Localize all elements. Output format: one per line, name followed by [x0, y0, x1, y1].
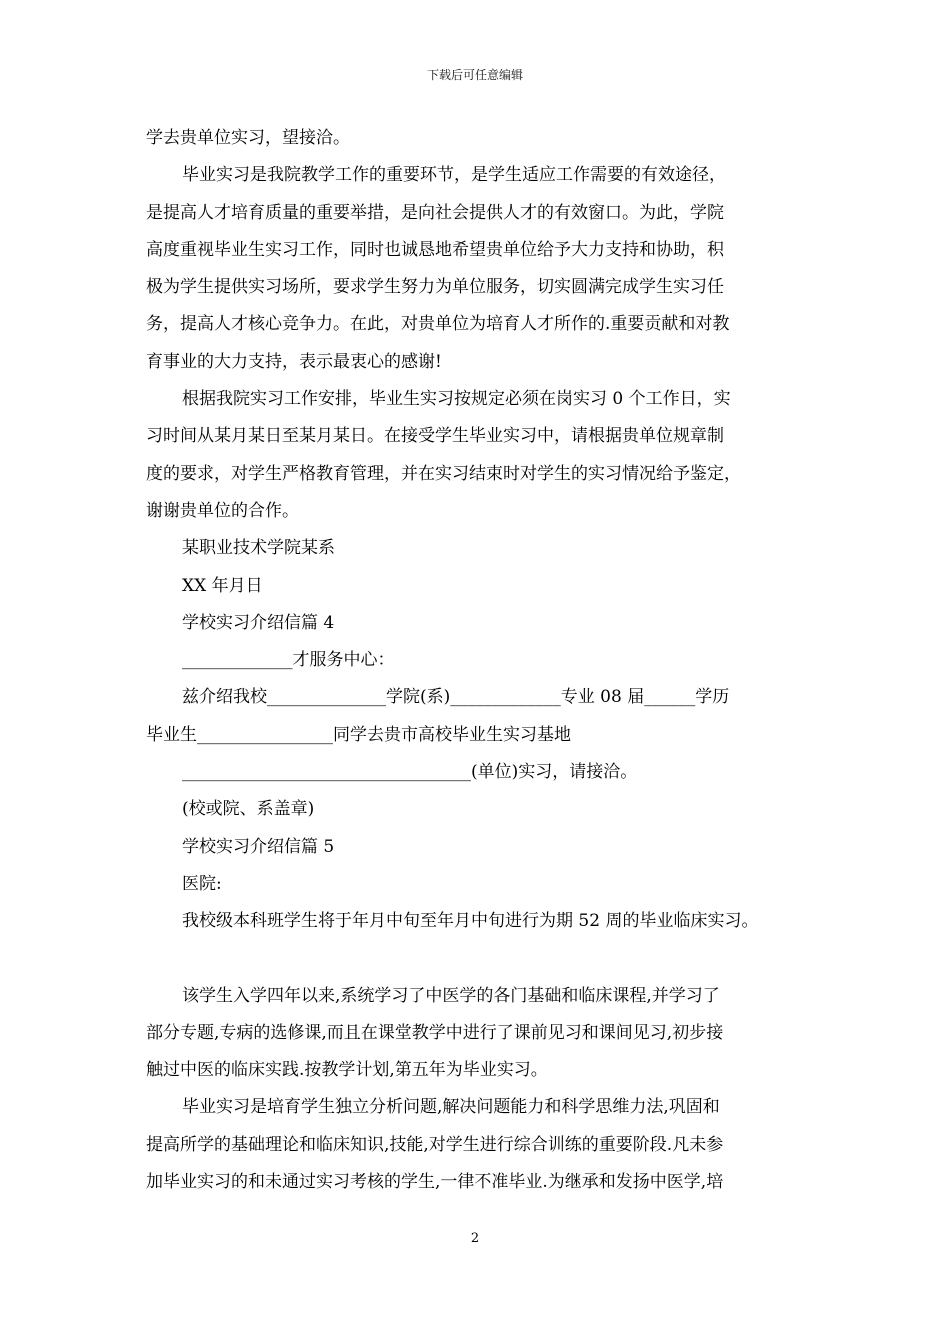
text-line: 高度重视毕业生实习工作，同时也诚恳地希望贵单位给予大力支持和协助，积 — [146, 239, 724, 260]
text-line: 加毕业实习的和未通过实习考核的学生,一律不准毕业.为继承和发扬中医学,培 — [146, 1172, 724, 1193]
paragraph-start: 毕业实习是培育学生独立分析问题,解决问题能力和科学思维力法,巩固和 — [182, 1097, 720, 1118]
paragraph-start: 毕业实习是我院教学工作的重要环节，是学生适应工作需要的有效途径， — [182, 165, 726, 186]
text-line: 极为学生提供实习场所，要求学生努力为单位服务，切实圆满完成学生实习任 — [146, 277, 724, 298]
signature-date: XX 年月日 — [182, 575, 263, 596]
seal-note: (校或院、系盖章) — [182, 799, 315, 820]
text-line: 习时间从某月某日至某月某日。在接受学生毕业实习中，请根据贵单位规章制 — [146, 426, 724, 447]
text-line: 度的要求，对学生严格教育管理，并在实习结束时对学生的实习情况给予鉴定， — [146, 463, 741, 484]
text-line: 提高所学的基础理论和临床知识,技能,对学生进行综合训练的重要阶段.凡未参 — [146, 1134, 724, 1155]
salutation: 医院: — [182, 873, 222, 894]
document-body — [146, 120, 822, 1201]
signature-org: 某职业技术学院某系 — [182, 538, 335, 559]
text-line: 谢谢贵单位的合作。 — [146, 500, 299, 521]
text-line: 毕业生________________同学去贵市高校毕业生实习基地 — [146, 724, 571, 745]
text-line: 育事业的大力支持，表示最衷心的感谢! — [146, 351, 442, 372]
text-line: 部分专题,专病的选修课,而且在课堂教学中进行了课前见习和课间见习,初步接 — [146, 1022, 724, 1043]
text-line: 是提高人才培育质量的重要举措，是向社会提供人才的有效窗口。为此，学院 — [146, 202, 724, 223]
section-title-5: 学校实习介绍信篇 5 — [182, 836, 335, 857]
text-line: 务，提高人才核心竞争力。在此，对贵单位为培育人才所作的.重要贡献和对教 — [146, 314, 730, 335]
paragraph-start: 该学生入学四年以来,系统学习了中医学的各门基础和临床课程,并学习了 — [182, 985, 720, 1006]
paragraph-start: 我校级本科班学生将于年月中旬至年月中旬进行为期 52 周的毕业临床实习。 — [182, 911, 759, 932]
text-line: __________________________________(单位)实习，请接洽。 — [182, 762, 638, 783]
salutation: _____________才服务中心： — [182, 650, 395, 671]
header-note: 下载后可任意编辑 — [426, 68, 523, 82]
section-title-4: 学校实习介绍信篇 4 — [182, 612, 335, 633]
paragraph-start: 根据我院实习工作安排，毕业生实习按规定必须在岗实习 0 个工作日，实 — [182, 389, 731, 410]
paragraph-start: 兹介绍我校______________学院(系)_____________专业 08 届______学历 — [182, 687, 730, 708]
text-line: 学去贵单位实习，望接洽。 — [146, 128, 350, 148]
text-line: 触过中医的临床实践.按教学计划,第五年为毕业实习。 — [146, 1060, 548, 1081]
blank-gap — [146, 941, 822, 978]
page-number: 2 — [470, 1231, 480, 1246]
